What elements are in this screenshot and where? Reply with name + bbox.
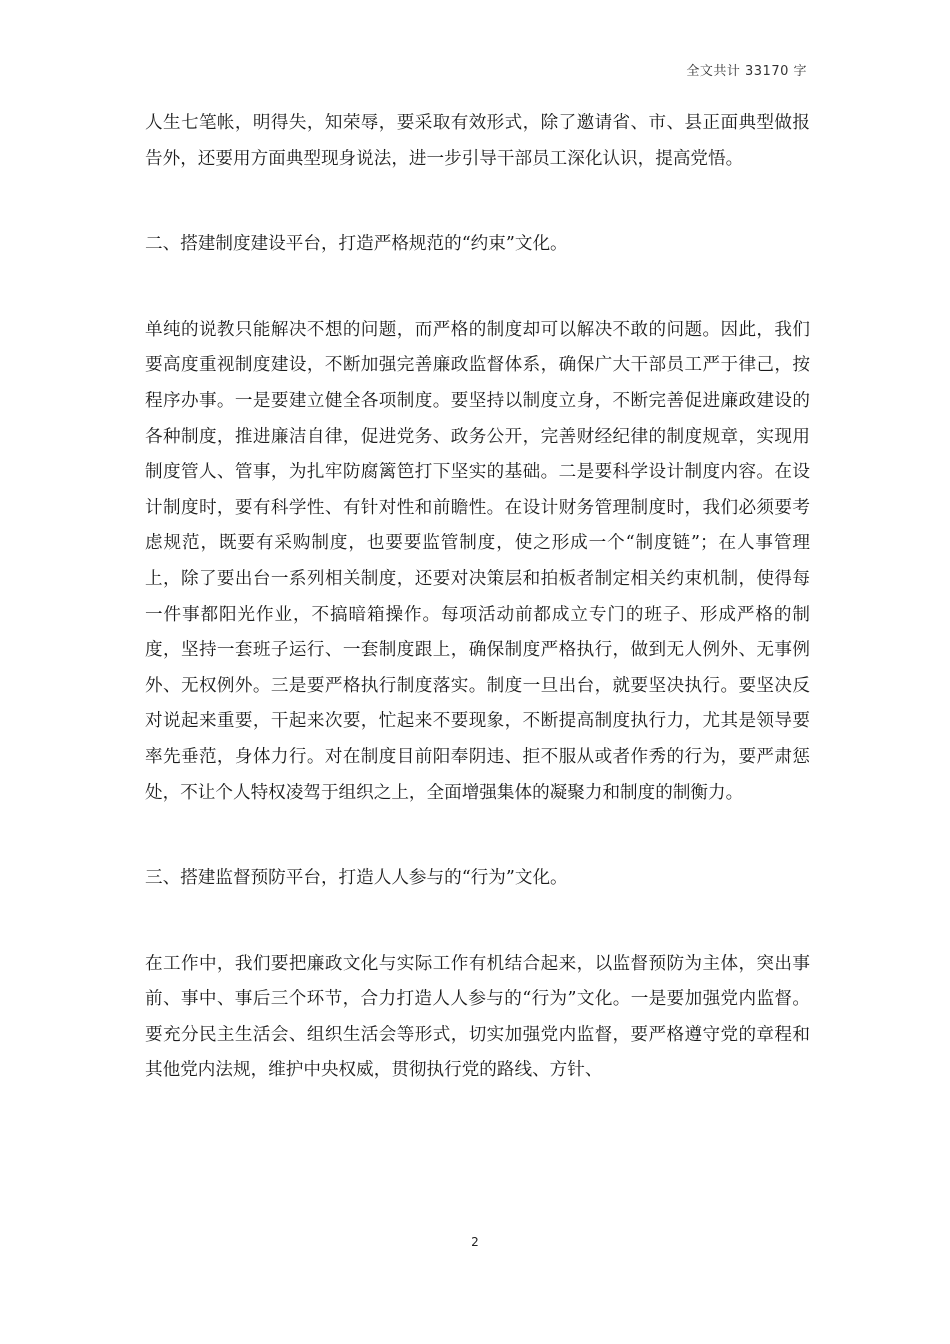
section-three-paragraph: 在工作中，我们要把廉政文化与实际工作有机结合起来，以监督预防为主体，突出事前、事中、事后三个环节，合力打造人人参与的“行为”文化。一是要加强党内监督。要充分民主生活会、组织生活会等形式，切实加强党内监督，要严格遵守党的章程和其他党内法规，维护中央权威，贯彻执行党的路线、方针、: [145, 953, 810, 1081]
page-number: 2: [471, 1235, 479, 1249]
intro-paragraph: 人生七笔帐，明得失，知荣辱，要采取有效形式，除了邀请省、市、县正面典型做报告外，还要用方面典型现身说法，进一步引导干部员工深化认识，提高党悟。: [145, 113, 810, 169]
spacer: [145, 811, 810, 861]
word-count: 全文共计 33170 字: [686, 64, 807, 79]
spacer: [145, 897, 810, 947]
section-two-heading: 二、搭建制度建设平台，打造严格规范的“约束”文化。: [145, 234, 568, 255]
section-three-heading: 三、搭建监督预防平台，打造人人参与的“行为”文化。: [145, 868, 568, 889]
spacer: [145, 263, 810, 313]
document-body: [145, 106, 810, 1089]
spacer: [145, 177, 810, 227]
section-two-paragraph: 单纯的说教只能解决不想的问题，而严格的制度却可以解决不敢的问题。因此，我们要高度重视制度建设，不断加强完善廉政监督体系，确保广大干部员工严于律己，按程序办事。一是要建立健全各项制度。要坚持以制度立身，不断完善促进廉政建设的各种制度，推进廉洁自律，促进党务、政务公开，完善财经纪律的制度规章，实现用制度管人、管事，为扎牢防腐篱笆打下坚实的基础。二是要科学设计制度内容。在设计制度时，要有科学性、有针对性和前瞻性。在设计财务管理制度时，我们必须要考虑规范，既要有采购制度，也要要监管制度，使之形成一个“制度链”；在人事管理上，除了要出台一系列相关制度，还要对决策层和拍板者制定相关约束机制，使得每一件事都阳光作业，不搞暗箱操作。每项活动前都成立专门的班子、形成严格的制度，坚持一套班子运行、一套制度跟上，确保制度严格执行，做到无人例外、无事例外、无权例外。三是要严格执行制度落实。制度一旦出台，就要坚决执行。要坚决反对说起来重要，干起来次要，忙起来不要现象，不断提高制度执行力，尤其是领导要率先垂范，身体力行。对在制度目前阳奉阴违、拒不服从或者作秀的行为，要严肃惩处，不让个人特权凌驾于组织之上，全面增强集体的凝聚力和制度的制衡力。: [145, 319, 810, 803]
